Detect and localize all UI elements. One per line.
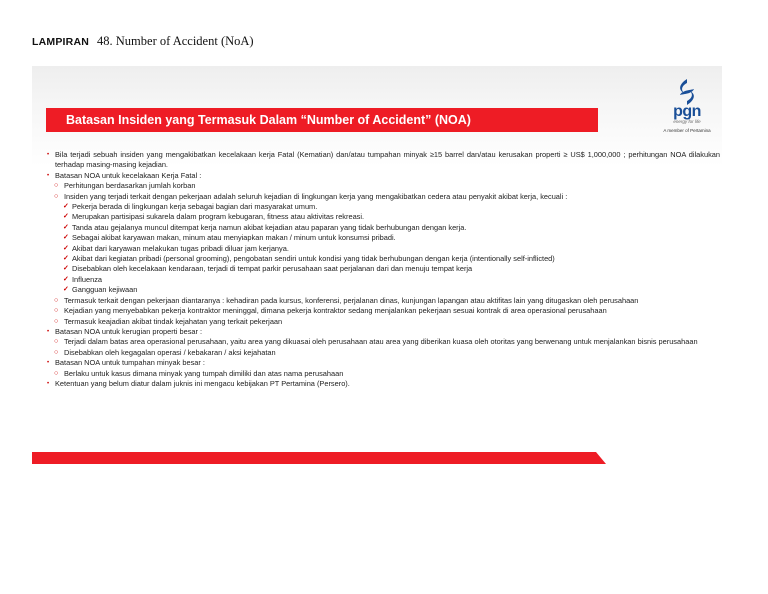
circle-bullet-icon: ○ [54, 348, 59, 356]
bullet-icon: • [47, 172, 50, 179]
checkmark-icon: ✓ [63, 213, 69, 221]
circle-bullet-icon: ○ [54, 182, 59, 190]
list-item [46, 264, 720, 274]
circle-bullet-icon: ○ [54, 338, 59, 346]
list-item-text: Perhitungan berdasarkan jumlah korban [64, 181, 196, 191]
list-item [46, 369, 720, 379]
circle-bullet-icon: ○ [54, 369, 59, 377]
list-item-text: Ketentuan yang belum diatur dalam juknis ini mengacu kebijakan PT Pertamina (Persero). [55, 378, 350, 388]
circle-bullet-icon: ○ [54, 317, 59, 325]
pgn-flame-icon [675, 78, 699, 106]
list-item-text: Gangguan kejiwaan [72, 285, 138, 295]
list-item-text: Batasan NOA untuk kecelakaan Kerja Fatal : [55, 170, 202, 180]
circle-bullet-icon: ○ [54, 192, 59, 200]
list-item [46, 275, 720, 285]
checkmark-icon: ✓ [63, 286, 69, 294]
bullet-icon: • [47, 328, 50, 335]
list-item [46, 202, 720, 212]
section-title: 48. Number of Accident (NoA) [97, 34, 254, 48]
list-item-text: Termasuk keajadian akibat tindak kejahatan yang terkait pekerjaan [64, 316, 283, 326]
checkmark-icon: ✓ [63, 265, 69, 273]
list-item [46, 192, 720, 202]
list-item [46, 150, 720, 171]
circle-bullet-icon: ○ [54, 307, 59, 315]
list-item [46, 296, 720, 306]
bullet-icon: • [47, 360, 50, 367]
list-item-text: Disebabkan oleh kecelakaan kendaraan, terjadi di tempat parkir perusahaan saat perjalanan dari dan menuju tempat kerja [72, 264, 473, 274]
list-item [46, 306, 720, 316]
list-item [46, 244, 720, 254]
logo-tagline: energy for life [673, 119, 701, 124]
checkmark-icon: ✓ [63, 244, 69, 252]
list-item [46, 223, 720, 233]
list-item-text: Sebagai akibat karyawan makan, minum atau menyiapkan makan / minum untuk konsumsi pribadi. [72, 233, 396, 243]
definition-list [46, 150, 720, 389]
list-item-text: Tanda atau gejalanya muncul ditempat kerja namun akibat kejadian atau paparan yang tidak berhubungan dengan kerja. [72, 222, 467, 232]
list-item-text: Akibat dari kegiatan pribadi (personal grooming), pengobatan sendiri untuk kondisi yang tidak berhubungan dengan kerja (intentionally self-inflicted) [72, 254, 555, 264]
list-item [46, 212, 720, 222]
checkmark-icon: ✓ [63, 234, 69, 242]
list-item-text: Batasan NOA untuk kerugian properti besar : [55, 326, 203, 336]
list-item [46, 358, 720, 368]
footer-accent-bar [32, 452, 606, 464]
checkmark-icon: ✓ [63, 223, 69, 231]
list-item [46, 285, 720, 295]
list-item [46, 181, 720, 191]
bullet-icon: • [47, 152, 50, 158]
circle-bullet-icon: ○ [54, 296, 59, 304]
list-item-text: Disebabkan oleh kegagalan operasi / kebakaran / aksi kejahatan [64, 347, 276, 357]
list-item [46, 233, 720, 243]
list-item [46, 348, 720, 358]
list-item-text: Merupakan partisipasi sukarela dalam program kebugaran, fitness atau aktivitas rekreasi. [72, 212, 365, 222]
list-item [46, 317, 720, 327]
logo-wordmark: pgn [673, 103, 701, 120]
list-item-text: Pekerja berada di lingkungan kerja sebagai bagian dari masyarakat umum. [72, 202, 318, 212]
checkmark-icon: ✓ [63, 255, 69, 263]
page-header [32, 34, 254, 49]
list-item [46, 171, 720, 181]
pgn-logo [657, 78, 717, 148]
list-item-text: Insiden yang terjadi terkait dengan pekerjaan adalah seluruh kejadian di lingkungan kerja yang mengakibatkan cedera atau penyakit akibat kerja, kecuali : [64, 191, 568, 201]
slide-title: Batasan Insiden yang Termasuk Dalam “Number of Accident” (NOA) [66, 113, 471, 127]
slide-title-banner [46, 108, 598, 132]
list-item-text: Bila terjadi sebuah insiden yang mengakibatkan kecelakaan kerja Fatal (Kematian) dan/atau tumpahan minyak ≥15 barrel dan/atau kerusakan properti ≥ US$ 1,000,000 ; perhitungan NOA dilakukan terhadap masing-masing kejadian. [55, 150, 720, 170]
list-item-text: Influenza [72, 274, 102, 284]
list-item-text: Terjadi dalam batas area operasional perusahaan, yaitu area yang dikuasai oleh perusahaan atau area yang diberikan kuasa oleh otoritas yang berwenang untuk menjalankan bisnis perusahaan [64, 337, 698, 347]
list-item-text: Batasan NOA untuk tumpahan minyak besar : [55, 358, 205, 368]
list-item-text: Berlaku untuk kasus dimana minyak yang tumpah dimiliki dan atas nama perusahaan [64, 368, 344, 378]
bullet-icon: • [47, 380, 50, 387]
checkmark-icon: ✓ [63, 203, 69, 211]
list-item [46, 327, 720, 337]
list-item-text: Akibat dari karyawan melakukan tugas pribadi diluar jam kerjanya. [72, 243, 289, 253]
logo-member-text: A member of Pertamina [663, 128, 711, 133]
list-item [46, 337, 720, 347]
list-item [46, 379, 720, 389]
list-item-text: Termasuk terkait dengan pekerjaan diantaranya : kehadiran pada kursus, konferensi, perjalanan dinas, kunjungan lapangan atau aktifitas lain yang ditugaskan oleh perusahaan [64, 295, 639, 305]
lampiran-label: LAMPIRAN [32, 36, 90, 48]
checkmark-icon: ✓ [63, 275, 69, 283]
list-item-text: Kejadian yang menyebabkan pekerja kontraktor meninggal, dimana pekerja kontraktor sedang menjalankan pekerjaan sesuai kontrak di area operasional perusahaan [64, 306, 607, 316]
list-item [46, 254, 720, 264]
